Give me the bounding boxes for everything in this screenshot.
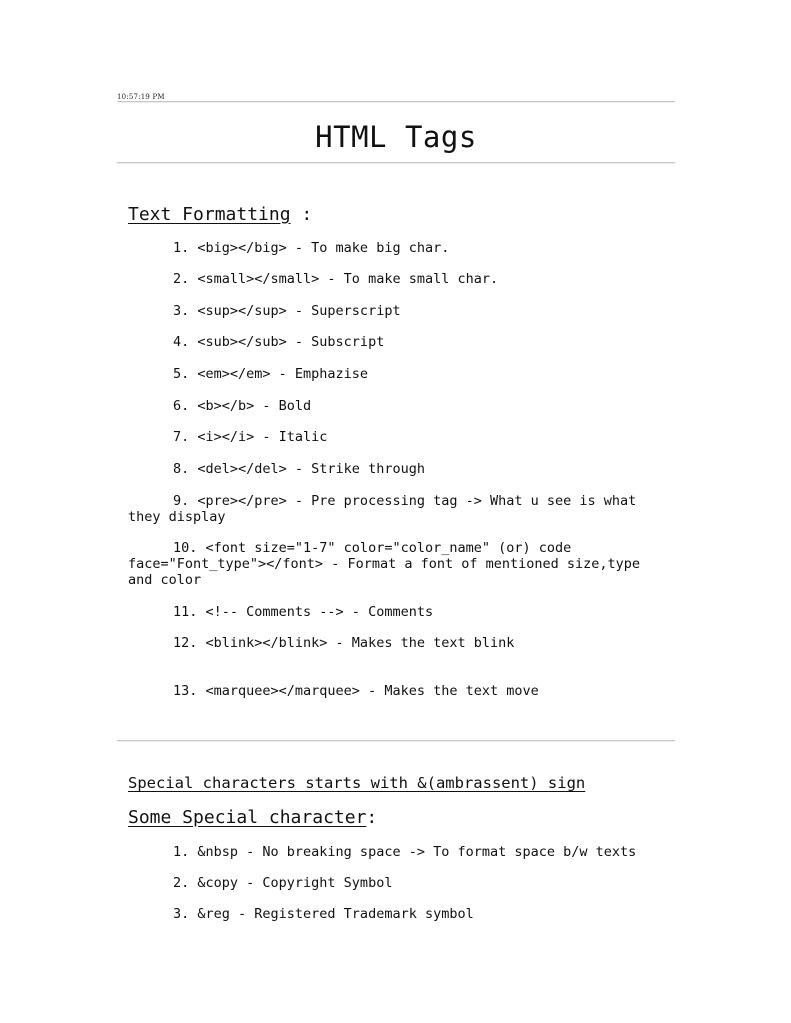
special-characters-heading-label: Some Special character [128,807,367,828]
text-formatting-item: 2. <small></small> - To make small char. [173,271,499,287]
text-formatting-item: 4. <sub></sub> - Subscript [173,334,385,350]
title-divider [117,162,675,164]
text-formatting-item: 12. <blink></blink> - Makes the text blink [173,635,515,651]
text-formatting-item: 6. <b></b> - Bold [173,398,312,414]
special-character-item: 3. &reg - Registered Trademark symbol [173,906,474,922]
text-formatting-heading-label: Text Formatting [128,204,291,225]
text-formatting-heading [128,204,312,225]
text-formatting-item: 13. <marquee></marquee> - Makes the text move [173,683,539,699]
special-character-item: 2. &copy - Copyright Symbol [173,875,393,891]
special-characters-heading-suffix: : [366,807,378,828]
text-formatting-item: 9. <pre></pre> - Pre processing tag -> What u see is what they display [128,493,637,525]
text-formatting-item: 11. <!-- Comments --> - Comments [173,604,434,620]
print-timestamp: 10:57:19 PM [117,93,165,101]
top-divider [117,101,675,103]
special-characters-intro-label: Special characters starts with &(ambrassent) sign [128,774,586,792]
text-formatting-item: 10. <font size="1-7" color="color_name" (or) code face="Font_type"></font> - Format a font of mentioned size,type and color [128,540,641,588]
text-formatting-item: 3. <sup></sup> - Superscript [173,303,401,319]
special-character-item: 1. &nbsp - No breaking space -> To format space b/w texts [173,844,637,860]
special-characters-intro [128,774,585,792]
text-formatting-item: 8. <del></del> - Strike through [173,461,425,477]
text-formatting-item: 1. <big></big> - To make big char. [173,240,450,256]
page-title: HTML Tags [315,120,477,154]
special-characters-heading [128,807,377,828]
text-formatting-item: 5. <em></em> - Emphazise [173,366,369,382]
section-divider [117,740,675,742]
text-formatting-item: 7. <i></i> - Italic [173,429,328,445]
text-formatting-heading-suffix: : [290,204,313,225]
document-page [117,0,675,1023]
